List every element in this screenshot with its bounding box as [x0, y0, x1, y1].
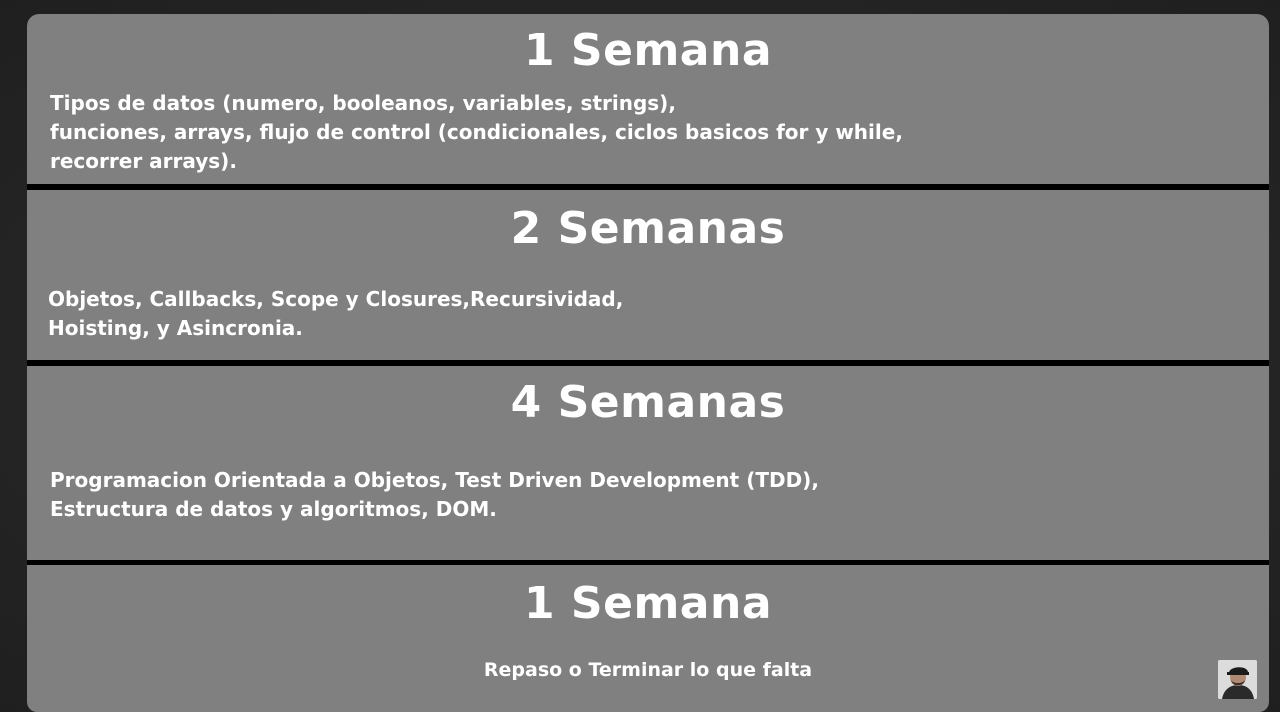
section-heading: 4 Semanas	[510, 377, 786, 428]
section-heading: 2 Semanas	[510, 203, 786, 254]
section-weeks-4	[27, 366, 1269, 560]
description-line: Tipos de datos (numero, booleanos, variables, strings),	[50, 91, 676, 115]
section-heading: 1 Semana	[523, 25, 773, 76]
description-line: Repaso o Terminar lo que falta	[483, 659, 813, 681]
description-line: Objetos, Callbacks, Scope y Closures,Recursividad,	[48, 287, 624, 311]
section-description	[27, 656, 1269, 685]
description-line: Programacion Orientada a Objetos, Test Driven Development (TDD),	[50, 468, 819, 492]
section-heading: 1 Semana	[523, 578, 773, 629]
presenter-avatar-icon	[1218, 660, 1257, 699]
section-week-final	[27, 565, 1269, 712]
section-description	[50, 466, 819, 524]
slide-board	[27, 14, 1269, 712]
description-line: Hoisting, y Asincronia.	[48, 316, 303, 340]
section-weeks-2	[27, 190, 1269, 360]
section-description	[50, 89, 903, 176]
description-line: recorrer arrays).	[50, 149, 237, 173]
section-week-1	[27, 14, 1269, 184]
description-line: funciones, arrays, flujo de control (condicionales, ciclos basicos for y while,	[50, 120, 903, 144]
description-line: Estructura de datos y algoritmos, DOM.	[50, 497, 497, 521]
section-description	[48, 285, 623, 343]
